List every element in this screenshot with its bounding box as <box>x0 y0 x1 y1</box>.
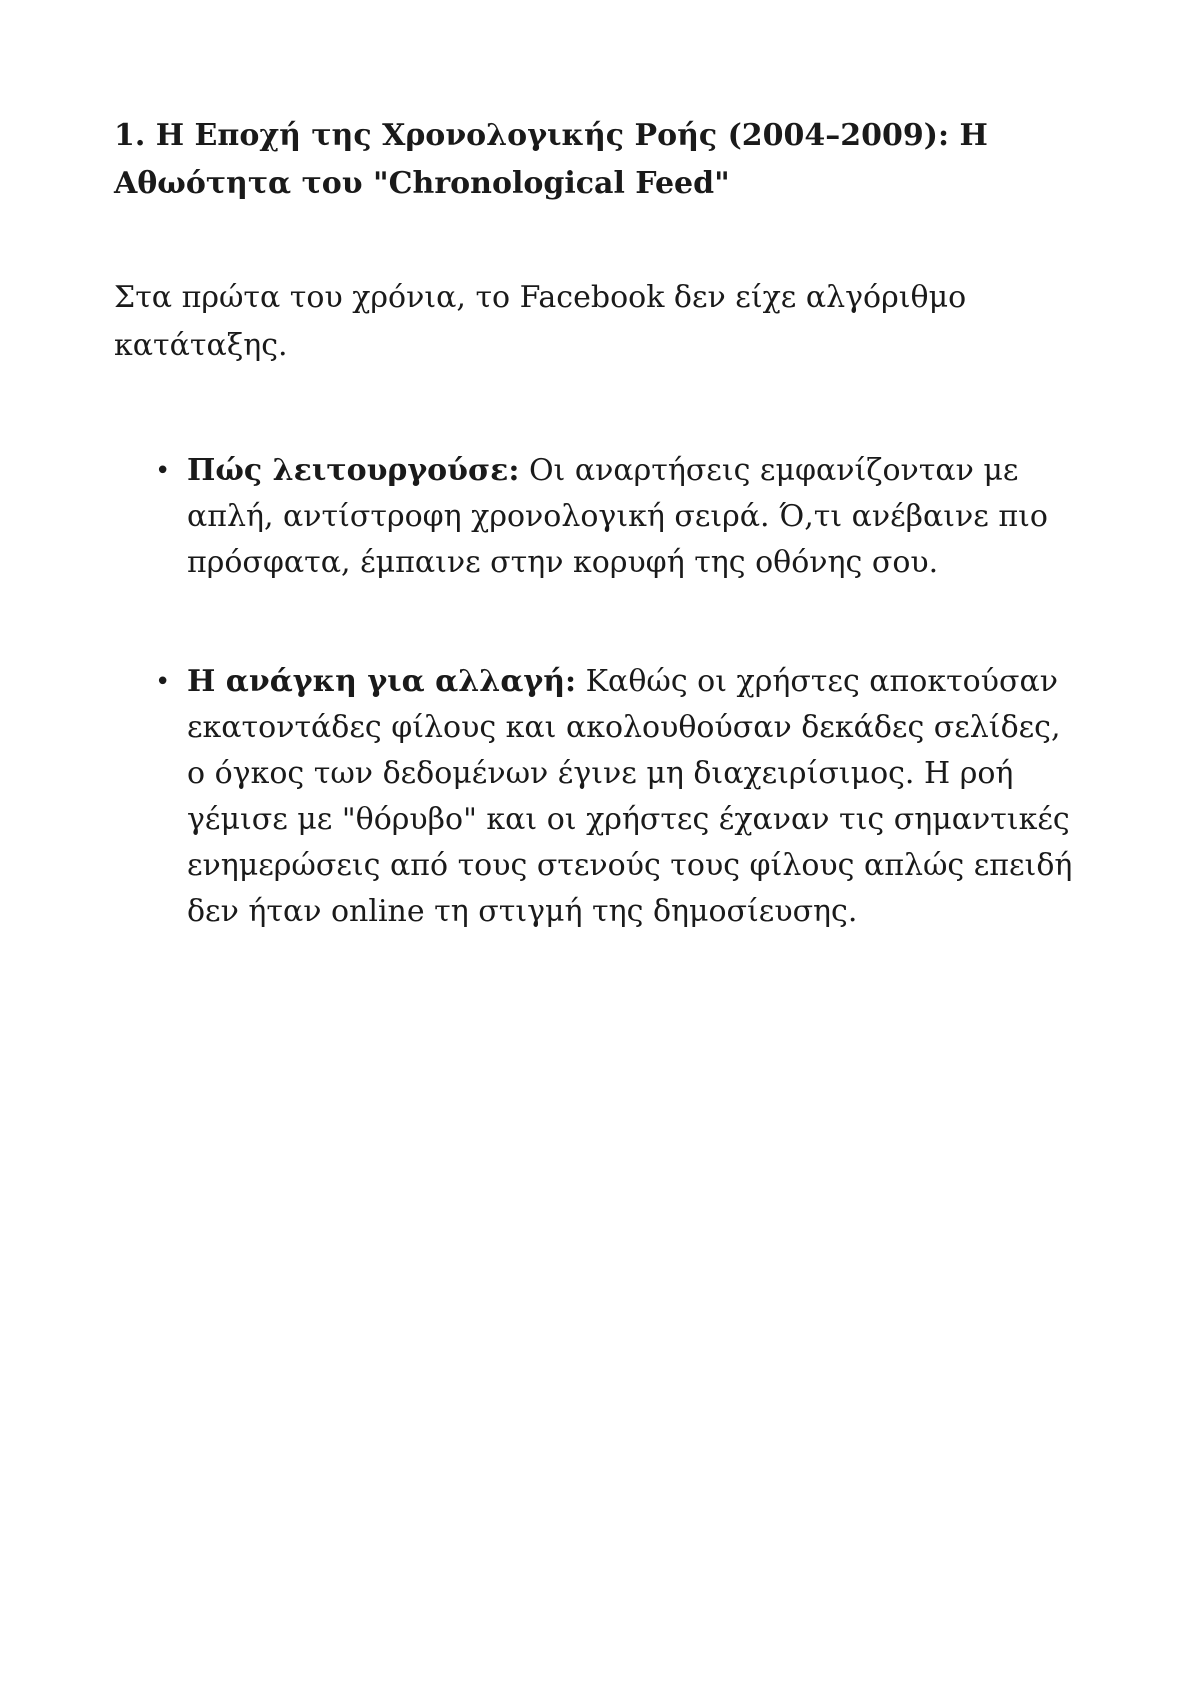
list-item <box>0 659 1087 935</box>
bullet-list <box>0 448 1190 935</box>
bullet-dot-icon: • <box>155 456 171 486</box>
section-heading: 1. Η Εποχή της Χρονολογικής Ροής (2004–2009): Η Αθωότητα του "Chronological Feed" <box>114 118 988 201</box>
bullet-dot-icon: • <box>155 667 171 697</box>
bullet-term: Πώς λειτουργούσε: <box>187 453 520 488</box>
list-item <box>0 448 1087 586</box>
intro-paragraph: Στα πρώτα του χρόνια, το Facebook δεν είχε αλγόριθμο κατάταξης. <box>114 280 967 363</box>
bullet-text: Οι αναρτήσεις εμφανίζονταν με απλή, αντίστροφη χρονολογική σειρά. Ό,τι ανέβαινε πιο πρόσφατα, έμπαινε στην κορυφή της οθόνης σου. <box>187 453 1048 580</box>
bullet-term: Η ανάγκη για αλλαγή: <box>187 664 577 699</box>
bullet-text: Καθώς οι χρήστες αποκτούσαν εκατοντάδες φίλους και ακολουθούσαν δεκάδες σελίδες, ο όγκος των δεδομένων έγινε μη διαχειρίσιμος. Η ροή γέμισε με "θόρυβο" και οι χρήστες έχαναν τις σημαντικές ενημερώσεις από τους στενούς τους φίλους απλώς επειδή δεν ήταν online τη στιγμή της δημοσίευσης. <box>187 664 1073 929</box>
